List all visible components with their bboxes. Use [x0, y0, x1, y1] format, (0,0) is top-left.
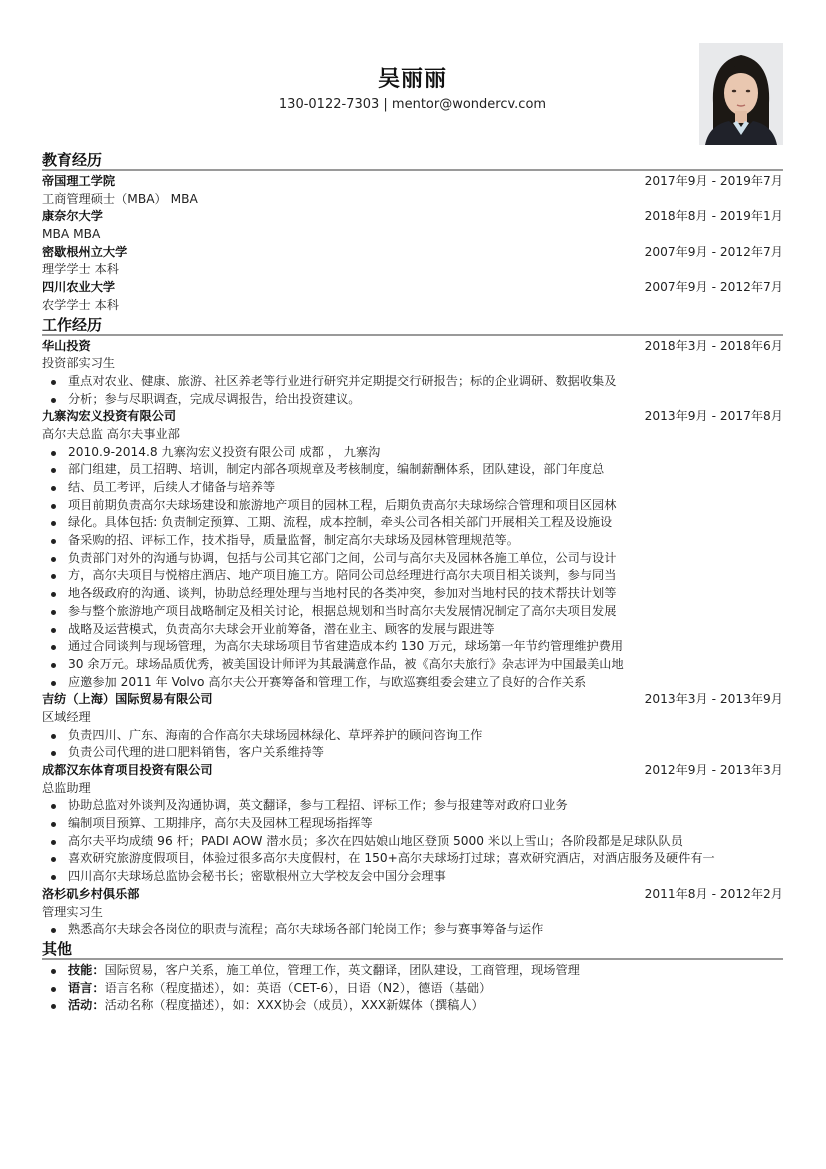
entry-date: 2007年9月 - 2012年7月 — [644, 244, 783, 259]
job-role: 区域经理 — [42, 709, 91, 724]
bullet-text: 重点对农业、健康、旅游、社区养老等行业进行研究并定期提交行研报告；标的企业调研、数据收集及 — [68, 373, 617, 388]
section-title-education: 教育经历 — [42, 150, 783, 171]
bullet-icon — [51, 539, 56, 544]
bullet-icon — [51, 504, 56, 509]
bullet-text: 备采购的招、评标工作，技术指导，质量监督，制定高尔夫球场及园林管理规范等。 — [68, 533, 519, 548]
work-entry — [42, 338, 783, 409]
list-item — [42, 638, 783, 656]
skills-text: 国际贸易，客户关系，施工单位，管理工作，英文翻译，团队建设，工商管理，现场管理 — [104, 962, 580, 977]
bullet-icon — [51, 875, 56, 880]
entry-date: 2013年9月 - 2017年8月 — [644, 409, 783, 424]
bullet-text: 应邀参加 2011 年 Volvo 高尔夫公开赛筹备和管理工作，与欧巡赛组委会建立了良好的合作关系 — [68, 674, 587, 689]
bullet-text: 通过合同谈判与现场管理，为高尔夫球场项目节省建造成本约 130 万元，球场第一年节约管理维护费用 — [68, 639, 624, 654]
bullet-text: 30 余万元。球场品质优秀，被美国设计师评为其最满意作品，被《高尔夫旅行》杂志评为中国最美山地 — [68, 656, 624, 671]
bullet-text: 分析；参与尽职调查，完成尽调报告，给出投资建议。 — [68, 391, 361, 406]
company-name: 洛杉矶乡村俱乐部 — [42, 886, 140, 901]
list-item — [42, 833, 783, 851]
bullet-text: 熟悉高尔夫球会各岗位的职责与流程；高尔夫球场各部门轮岗工作；参与赛事筹备与运作 — [68, 922, 544, 937]
bullet-text: 战略及运营模式，负责高尔夫球会开业前筹备，潜在业主、顾客的发展与跟进等 — [68, 621, 495, 636]
education-entry — [42, 279, 783, 314]
bullet-text: 方，高尔夫项目与悦榕庄酒店、地产项目施工方。陪同公司总经理进行高尔夫项目相关谈判，参与同当 — [68, 568, 617, 583]
work-entry — [42, 886, 783, 939]
bullet-icon — [51, 574, 56, 579]
list-item — [42, 391, 783, 409]
job-role: 投资部实习生 — [42, 356, 116, 371]
bullet-text: 参与整个旅游地产项目战略制定及相关讨论，根据总规划和当时高尔夫发展情况制定了高尔夫项目发展 — [68, 603, 617, 618]
bullet-icon — [51, 822, 56, 827]
entry-date: 2007年9月 - 2012年7月 — [644, 280, 783, 295]
bullet-text: 结、员工考评，后续人才储备与培养等 — [68, 480, 276, 494]
list-item — [42, 921, 783, 939]
degree: 理学学士 本科 — [42, 262, 119, 277]
list-item — [42, 479, 783, 497]
school-name: 密歇根州立大学 — [42, 244, 128, 259]
languages-label: 语言： — [68, 980, 105, 995]
resume-header — [42, 0, 783, 150]
entry-date: 2012年9月 - 2013年3月 — [644, 763, 783, 777]
bullet-text: 项目前期负责高尔夫球场建设和旅游地产项目的园林工程，后期负责高尔夫球场综合管理和项目区园林 — [68, 497, 617, 512]
bullet-text: 绿化。具体包括: 负责制定预算、工期、流程，成本控制，牵头公司各相关部门开展相关工程及设施设 — [68, 515, 613, 530]
skills-label: 技能： — [68, 962, 105, 977]
portrait-icon — [699, 43, 783, 145]
work-section — [42, 315, 783, 939]
bullet-icon — [51, 928, 56, 933]
section-title-other: 其他 — [42, 939, 783, 960]
bullet-text: 高尔夫平均成绩 96 杆；PADI AOW 潜水员；多次在四姑娘山地区登顶 5000 米以上雪山；各阶段都是足球队队员 — [68, 833, 683, 848]
bullet-text: 负责四川、广东、海南的合作高尔夫球场园林绿化、草坪养护的顾问咨询工作 — [68, 727, 483, 742]
entry-date: 2013年3月 - 2013年9月 — [644, 692, 783, 707]
bullet-icon — [51, 592, 56, 597]
bullet-icon — [51, 804, 56, 809]
school-name: 四川农业大学 — [42, 280, 116, 295]
list-item — [42, 656, 783, 674]
company-name: 吉纺（上海）国际贸易有限公司 — [42, 692, 213, 707]
bullet-text: 四川高尔夫球场总监协会秘书长；密歇根州立大学校友会中国分会理事 — [68, 869, 446, 884]
degree: 工商管理硕士（MBA） MBA — [42, 191, 198, 206]
list-item — [42, 850, 783, 868]
contact-info: 130-0122-7303 | mentor@wondercv.com — [278, 97, 547, 112]
bullet-text: 协助总监对外谈判及沟通协调，英文翻译，参与工程招、评标工作；参与报建等对政府口业务 — [68, 798, 568, 813]
bullet-icon — [51, 486, 56, 491]
bullet-icon — [51, 610, 56, 615]
list-item — [42, 868, 783, 886]
bullet-icon — [51, 857, 56, 862]
degree: MBA MBA — [42, 227, 101, 242]
entry-date: 2018年3月 - 2018年6月 — [644, 338, 783, 353]
list-item — [42, 674, 783, 692]
list-item-skills — [42, 962, 783, 980]
bullet-text: 部门组建，员工招聘、培训，制定内部各项规章及考核制度，编制薪酬体系，团队建设，部门年度总 — [68, 462, 605, 477]
list-item — [42, 797, 783, 815]
degree: 农学学士 本科 — [42, 297, 119, 312]
bullet-icon — [51, 663, 56, 668]
list-item — [42, 532, 783, 550]
candidate-name: 吴丽丽 — [377, 67, 447, 92]
entry-date: 2017年9月 - 2019年7月 — [644, 174, 783, 188]
company-name: 华山投资 — [42, 338, 91, 353]
list-item — [42, 815, 783, 833]
bullet-icon — [51, 557, 56, 562]
activities-label: 活动： — [68, 998, 105, 1013]
list-item — [42, 621, 783, 639]
list-item — [42, 567, 783, 585]
education-entry — [42, 173, 783, 208]
bullet-icon — [51, 969, 56, 974]
education-entry — [42, 208, 783, 243]
list-item — [42, 461, 783, 479]
bullet-text: 地各级政府的沟通、谈判，协助总经理处理与当地村民的各类冲突，参加对当地村民的技术帮扶计划等 — [68, 586, 617, 601]
job-role: 管理实习生 — [42, 904, 103, 919]
bullet-icon — [51, 628, 56, 633]
bullet-text: 喜欢研究旅游度假项目，体验过很多高尔夫度假村，在 150+高尔夫球场打过球；喜欢研究酒店，对酒店服务及硬件有一 — [68, 851, 715, 866]
resume-page — [42, 0, 783, 1015]
bullet-icon — [51, 451, 56, 456]
entry-date: 2018年8月 - 2019年1月 — [644, 209, 783, 224]
list-item — [42, 514, 783, 532]
education-entry — [42, 244, 783, 279]
section-title-work: 工作经历 — [42, 315, 783, 336]
work-entry — [42, 408, 783, 691]
work-entry — [42, 691, 783, 762]
activities-text: 活动名称（程度描述），如：XXX协会（成员），XXX新媒体（撰稿人） — [104, 998, 484, 1013]
school-name: 帝国理工学院 — [42, 174, 116, 188]
list-item — [42, 550, 783, 568]
work-entry — [42, 762, 783, 886]
job-role: 高尔夫总监 高尔夫事业部 — [42, 426, 180, 441]
list-item-languages — [42, 980, 783, 998]
bullet-icon — [51, 734, 56, 739]
list-item — [42, 585, 783, 603]
bullet-text: 编制项目预算、工期排序，高尔夫及园林工程现场指挥等 — [68, 816, 373, 831]
bullet-icon — [51, 751, 56, 756]
list-item — [42, 497, 783, 515]
school-name: 康奈尔大学 — [42, 209, 103, 224]
list-item — [42, 727, 783, 745]
profile-photo — [699, 43, 783, 145]
list-item — [42, 444, 783, 462]
languages-text: 语言名称（程度描述），如：英语（CET-6），日语（N2），德语（基础） — [104, 980, 492, 995]
bullet-icon — [51, 380, 56, 385]
bullet-icon — [51, 398, 56, 403]
entry-date: 2011年8月 - 2012年2月 — [644, 886, 783, 901]
list-item — [42, 373, 783, 391]
bullet-text: 2010.9-2014.8 九寨沟宏义投资有限公司 成都 ， 九寨沟 — [68, 444, 381, 459]
education-section — [42, 150, 783, 315]
bullet-icon — [51, 1004, 56, 1009]
bullet-icon — [51, 840, 56, 845]
list-item-activities — [42, 997, 783, 1015]
company-name: 九寨沟宏义投资有限公司 — [42, 409, 177, 424]
list-item — [42, 603, 783, 621]
other-section — [42, 939, 783, 1015]
company-name: 成都汉东体育项目投资有限公司 — [42, 763, 213, 777]
job-role: 总监助理 — [42, 780, 91, 795]
bullet-text: 负责公司代理的进口肥料销售，客户关系维持等 — [68, 745, 324, 760]
bullet-icon — [51, 468, 56, 473]
bullet-icon — [51, 681, 56, 686]
bullet-icon — [51, 987, 56, 992]
bullet-icon — [51, 521, 56, 526]
bullet-text: 负责部门对外的沟通与协调，包括与公司其它部门之间，公司与高尔夫及园林各施工单位，公司与设计 — [68, 550, 617, 565]
list-item — [42, 744, 783, 762]
bullet-icon — [51, 645, 56, 650]
